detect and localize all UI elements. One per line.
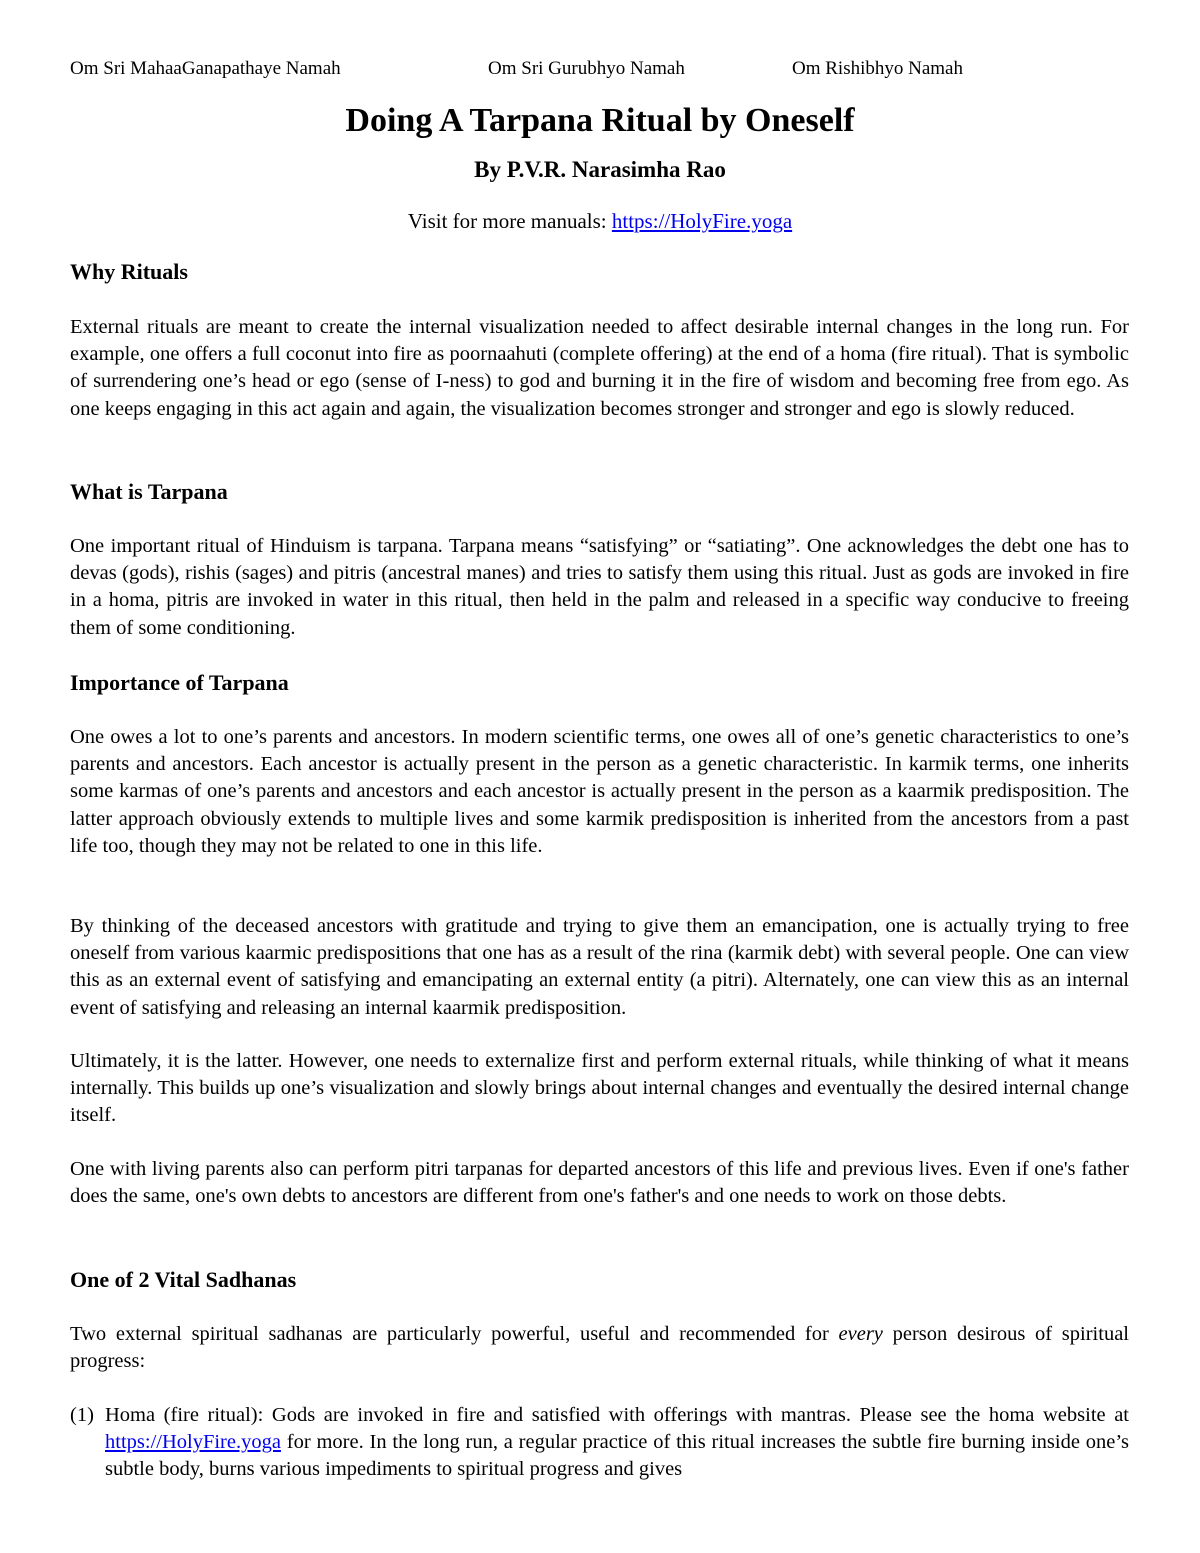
item-text-start: Homa (fire ritual): Gods are invoked in fire and satisfied with offerings with mantras. Please see the homa website at <box>105 1404 1129 1426</box>
intro-text-end: person desirous of spiritual progress: <box>70 1323 1129 1373</box>
intro-emphasis: every <box>838 1323 883 1345</box>
document-author: By P.V.R. Narasimha Rao <box>474 157 726 182</box>
document-title: Doing A Tarpana Ritual by Oneself <box>345 102 855 139</box>
paragraph <box>70 1048 1129 1130</box>
intro-text-start: Two external spiritual sadhanas are particularly powerful, useful and recommended for <box>70 1323 839 1345</box>
importance-paragraph-2: By thinking of the deceased ancestors with gratitude and trying to give them an emancipation, one is actually trying to free oneself from various kaarmic predispositions that one has as a result of the rina (karmik debt) with several people. One can view this as an external event of satisfying and emancipating an external entity (a pitri). Alternately, one can view this as an internal event of satisfying and releasing an internal kaarmik predisposition. <box>70 915 1129 1019</box>
section-heading: One of 2 Vital Sadhanas <box>70 1267 297 1292</box>
numbered-list <box>70 1402 1129 1484</box>
invocation-guru: Om Sri Gurubhyo Namah <box>488 58 685 79</box>
holyfire-link[interactable]: https://HolyFire.yoga <box>611 209 793 233</box>
item-text-end: for more. In the long run, a regular practice of this ritual increases the subtle fire burning inside one’s subtle body, burns various impediments to spiritual progress and gives <box>105 1431 1129 1481</box>
importance-paragraph-1: One owes a lot to one’s parents and ancestors. In modern scientific terms, one owes all of one’s genetic characteristics to one’s parents and ancestors. Each ancestor is actually present in the person as a genetic characteristic. In karmik terms, one inherits some karmas of one’s parents and ancestors and each ancestor is actually present in the person as a kaarmik predisposition. The latter approach obviously extends to multiple lives and some karmik predisposition is inherited from the ancestors from a past life too, though they may not be related to one in this life. <box>70 726 1129 857</box>
paragraph <box>70 1321 1129 1375</box>
invocation-ganapathi: Om Sri MahaaGanapathaye Namah <box>70 58 341 79</box>
section-heading: Importance of Tarpana <box>70 670 289 695</box>
vital-sadhanas-intro <box>70 1321 1129 1375</box>
homa-website-link[interactable]: https://HolyFire.yoga <box>105 1431 281 1454</box>
visit-prefix: Visit for more manuals: <box>407 209 612 233</box>
paragraph <box>70 533 1129 642</box>
section-heading: Why Rituals <box>70 259 188 284</box>
importance-paragraph-3: Ultimately, it is the latter. However, one needs to externalize first and perform external rituals, while thinking of what it means internally. This builds up one’s visualization and slowly brings about internal changes and eventually the desired internal change itself. <box>70 1050 1129 1127</box>
paragraph <box>70 1156 1129 1210</box>
invocation-rishi: Om Rishibhyo Namah <box>792 58 963 79</box>
section-heading: What is Tarpana <box>70 479 228 504</box>
section-importance <box>70 669 1129 697</box>
section-why-rituals <box>70 258 1129 286</box>
importance-paragraph-4: One with living parents also can perform pitri tarpanas for departed ancestors of this life and previous lives. Even if one's father does the same, one's own debts to ancestors are different from one's father's and one needs to work on those debts. <box>70 1158 1129 1208</box>
section-vital-sadhanas <box>70 1266 1129 1294</box>
paragraph <box>70 314 1129 423</box>
visit-line <box>0 207 1200 235</box>
list-item <box>70 1402 1129 1484</box>
sadhana-list <box>70 1402 1129 1484</box>
what-is-tarpana-paragraph: One important ritual of Hinduism is tarpana. Tarpana means “satisfying” or “satiating”. One acknowledges the debt one has to devas (gods), rishis (sages) and pitris (ancestral manes) and tries to satisfy them using this ritual. Just as gods are invoked in fire in a homa, pitris are invoked in water in this ritual, then held in the palm and released in a specific way conducive to freeing them of some conditioning. <box>70 535 1129 639</box>
paragraph <box>70 724 1129 860</box>
why-rituals-paragraph: External rituals are meant to create the internal visualization needed to affect desirable internal changes in the long run. For example, one offers a full coconut into fire as poornaahuti (complete offering) at the end of a homa (fire ritual). That is symbolic of surrendering one’s head or ego (sense of I-ness) to god and burning it in the fire of wisdom and becoming free from ego. As one keeps engaging in this act again and again, the visualization becomes stronger and stronger and ego is slowly reduced. <box>70 316 1129 420</box>
list-number: (1) <box>70 1404 94 1426</box>
section-what-is-tarpana <box>70 478 1129 506</box>
paragraph <box>70 913 1129 1022</box>
